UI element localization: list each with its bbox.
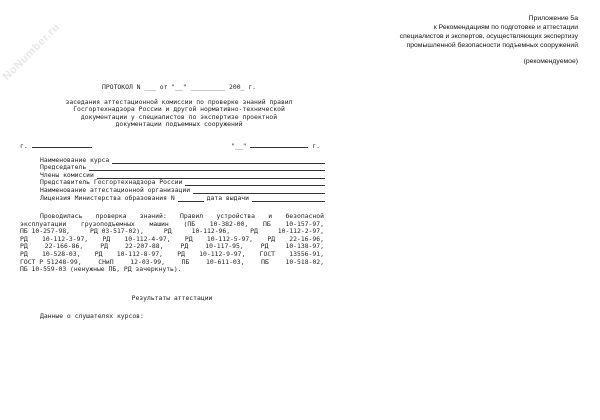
paragraph-word: безопасной: [285, 212, 324, 220]
paragraph-word: 22-207-88,: [124, 242, 164, 251]
place-field: г.: [20, 141, 92, 150]
date-field: "__" г.: [231, 142, 320, 150]
paragraph-word: 10-112-96,: [191, 227, 231, 236]
paragraph-word: РД: [163, 227, 172, 236]
paragraph-word: РД: [180, 242, 189, 251]
paragraph-word: 10-112-8-97,: [116, 249, 163, 258]
paragraph-word: 22-16-96,: [289, 234, 324, 243]
paragraph-word: ГОСТ Р 51248-99,: [20, 257, 82, 266]
paragraph-word: 10-518-02,: [285, 257, 324, 266]
paragraph-word: РД: [184, 234, 193, 243]
paragraph-word: РД: [250, 227, 258, 236]
paragraph-word: устройства: [216, 212, 255, 220]
paragraph-word: 12-03-99,: [130, 257, 165, 266]
paragraph-word: 10-112-2-97,: [277, 227, 324, 236]
paragraph-word: 10-138-97,: [285, 242, 324, 251]
paragraph-word: РД: [94, 249, 103, 258]
protocol-title: [20, 84, 338, 129]
protocol-heading: ПРОТОКОЛ N ___ от "__" _________ 200_ г.: [102, 83, 256, 91]
paragraph-word: (ПБ: [183, 219, 196, 228]
chairman-field: Председатель: [40, 164, 325, 172]
paragraph-word: РД: [20, 234, 28, 243]
students-label: Данные о слушателях курсов:: [40, 312, 144, 320]
paragraph-word: РД: [100, 242, 108, 251]
appendix-line: Приложение 5а: [528, 15, 578, 22]
paragraph-word: 10-382-00,: [209, 219, 249, 228]
paragraph-word: РД 03-517-02),: [90, 227, 144, 236]
paragraph-word: РД: [20, 249, 28, 258]
appendix-line: промышленной безопасности подъемных сооружений: [406, 42, 578, 49]
exam-paragraph: [20, 213, 324, 274]
paragraph-word: эксплуатации: [20, 219, 67, 228]
paragraph-word: РД: [260, 242, 269, 251]
paragraph-word: проверка: [95, 212, 127, 220]
paragraph-word: 22-166-86,: [44, 242, 84, 251]
paragraph-word: Проводилась: [40, 212, 83, 220]
paragraph-word: СНиП: [98, 257, 114, 266]
paragraph-word: ГОСТ: [259, 249, 276, 258]
course-field: Наименование курса: [40, 156, 325, 164]
protocol-subtitle-line: документации у специалистов по экспертизе проектной: [80, 112, 278, 121]
appendix-line: к Рекомендациям по подготовке и аттестации: [433, 24, 578, 31]
paragraph-word: 10-117-95,: [205, 242, 244, 251]
appendix-header: [278, 14, 578, 66]
license-field: Лицензия Министерства образования N дата выдачи: [40, 194, 325, 202]
paragraph-word: РД: [102, 234, 111, 243]
results-heading: Результаты аттестации: [131, 294, 213, 302]
protocol-subtitle-line: заседания аттестационной комиссии по проверке знаний правил: [65, 97, 293, 106]
paragraph-word: РД: [177, 249, 185, 258]
watermark: NoNumber.ru: [0, 21, 63, 83]
rep-field: Представитель Госгортехнадзора России: [40, 179, 325, 187]
paragraph-word: 10-112-5-97,: [206, 234, 254, 243]
paragraph-word: ПБ 10-257-98,: [20, 227, 71, 236]
protocol-fields: [40, 156, 325, 202]
paragraph-word: 10-112-4-97,: [124, 234, 171, 243]
paragraph-word: РД: [267, 234, 276, 243]
paragraph-word: 10-611-03,: [205, 257, 245, 266]
paragraph-word: ПБ: [181, 257, 190, 266]
protocol-subtitle-line: Госгортехнадзора России и другой нормативно-технической: [73, 105, 285, 114]
paragraph-word: РД: [20, 242, 28, 251]
org-field: Наименование аттестационной организации: [40, 186, 325, 194]
appendix-line: специалистов и экспертов, осуществляющих экспертизу: [399, 33, 578, 40]
paragraph-word: 13556-91,: [289, 249, 324, 258]
paragraph-word: Правил: [180, 212, 204, 220]
paragraph-word: машин: [149, 219, 169, 228]
members-field: Члены комиссии: [40, 171, 325, 179]
paragraph-word: 10-528-03,: [41, 249, 81, 258]
paragraph-word: 10-157-97,: [285, 219, 324, 228]
paragraph-word: ПБ: [261, 257, 269, 266]
paragraph-line: [20, 266, 324, 274]
place-date-row: [20, 141, 320, 150]
paragraph-word: ПБ: [263, 219, 271, 228]
paragraph-word: 10-112-3-97,: [41, 234, 89, 243]
paragraph-word: грузоподъемных: [80, 219, 135, 228]
recommended-note: (рекомендуемое): [523, 58, 578, 65]
paragraph-word: знаний:: [139, 212, 167, 220]
paragraph-word: 10-112-9-97,: [199, 249, 246, 258]
protocol-subtitle-line: документации подъемных сооружений: [115, 120, 243, 129]
paragraph-word: и: [268, 212, 273, 220]
paragraph-word: ПБ 10-559-03 (ненужные ПБ, РД зачеркнуть).: [20, 265, 182, 274]
